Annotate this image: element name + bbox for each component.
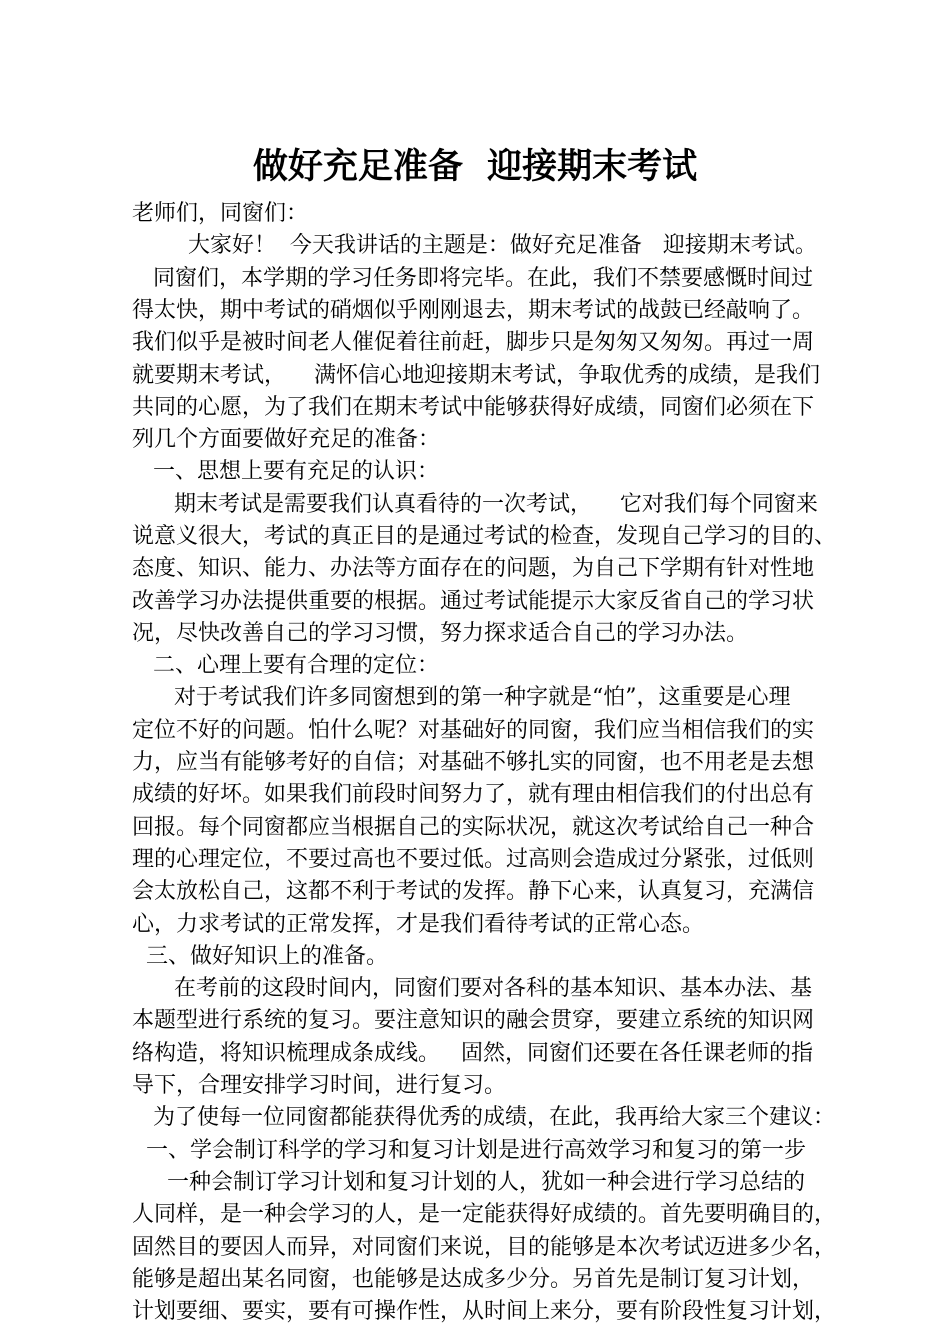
text-line: 在考前的这段时间内，同窗们要对各科的基本知识、基本办法、基 — [132, 976, 812, 1001]
text-line: 一、学会制订科学的学习和复习计划是进行高效学习和复习的第一步 — [132, 1138, 806, 1163]
text-line: 固然目的要因人而异，对同窗们来说，目的能够是本次考试迈进多少名， — [132, 1235, 837, 1260]
text-line: 三、做好知识上的准备。 — [132, 944, 388, 969]
text-line: 定位不好的问题。怕什么呢？对基础好的同窗，我们应当相信我们的实 — [132, 718, 815, 743]
text-line: 老师们，同窗们： — [132, 201, 309, 226]
text-line: 人同样，是一种会学习的人，是一定能获得好成绩的。首先要明确目的， — [132, 1202, 837, 1227]
text-line: 就要期末考试， 满怀信心地迎接期末考试，争取优秀的成绩，是我们 — [132, 363, 820, 388]
text-line: 同窗们，本学期的学习任务即将完毕。在此，我们不禁要感慨时间过 — [132, 266, 813, 291]
text-line: 列几个方面要做好充足的准备： — [132, 427, 441, 452]
text-line: 为了使每一位同窗都能获得优秀的成绩，在此，我再给大家三个建议： — [132, 1105, 835, 1130]
text-line: 本题型进行系统的复习。要注意知识的融会贯穿，要建立系统的知识网 — [132, 1008, 815, 1033]
document-title: 做好充足准备 迎接期末考试 — [252, 146, 698, 187]
text-line: 期末考试是需要我们认真看待的一次考试， 它对我们每个同窗来 — [132, 492, 818, 517]
text-line: 态度、知识、能力、办法等方面存在的问题，为自己下学期有针对性地 — [132, 556, 815, 581]
text-line: 大家好！ 今天我讲话的主题是：做好充足准备 迎接期末考试。 — [132, 233, 817, 258]
text-line: 成绩的好坏。如果我们前段时间努力了，就有理由相信我们的付出总有 — [132, 782, 815, 807]
text-line: 会太放松自己，这都不利于考试的发挥。静下心来，认真复习，充满信 — [132, 879, 815, 904]
text-line: 得太快，期中考试的硝烟似乎刚刚退去，期末考试的战鼓已经敲响了。 — [132, 298, 815, 323]
text-line: 我们似乎是被时间老人催促着往前赶，脚步只是匆匆又匆匆。再过一周 — [132, 330, 815, 355]
text-line: 心，力求考试的正常发挥，才是我们看待考试的正常心态。 — [132, 912, 705, 937]
text-line: 力，应当有能够考好的自信；对基础不够扎实的同窗，也不用老是去想 — [132, 750, 815, 775]
text-line: 络构造，将知识梳理成条成线。 固然，同窗们还要在各任课老师的指 — [132, 1041, 813, 1066]
text-line: 说意义很大，考试的真正目的是通过考试的检查，发现自己学习的目的、 — [132, 524, 837, 549]
text-line: 能够是超出某名同窗，也能够是达成多少分。另首先是制订复习计划， — [132, 1267, 815, 1292]
text-line: 理的心理定位，不要过高也不要过低。过高则会造成过分紧张，过低则 — [132, 847, 815, 872]
text-line: 一、思想上要有充足的认识： — [132, 459, 439, 484]
text-line: 况，尽快改善自己的学习习惯，努力探求适合自己的学习办法。 — [132, 621, 749, 646]
text-line: 二、心理上要有合理的定位： — [132, 653, 439, 678]
text-line: 对于考试我们许多同窗想到的第一种字就是“怕”，这重要是心理 — [132, 685, 791, 710]
text-line: 计划要细、要实，要有可操作性，从时间上来分，要有阶段性复习计划， — [132, 1299, 837, 1324]
text-line: 共同的心愿，为了我们在期末考试中能够获得好成绩，同窗们必须在下 — [132, 395, 815, 420]
text-line: 改善学习办法提供重要的根据。通过考试能提示大家反省自己的学习状 — [132, 589, 815, 614]
text-line: 一种会制订学习计划和复习计划的人，犹如一种会进行学习总结的 — [132, 1170, 805, 1195]
text-line: 回报。每个同窗都应当根据自己的实际状况，就这次考试给自己一种合 — [132, 815, 815, 840]
text-line: 导下，合理安排学习时间，进行复习。 — [132, 1073, 507, 1098]
